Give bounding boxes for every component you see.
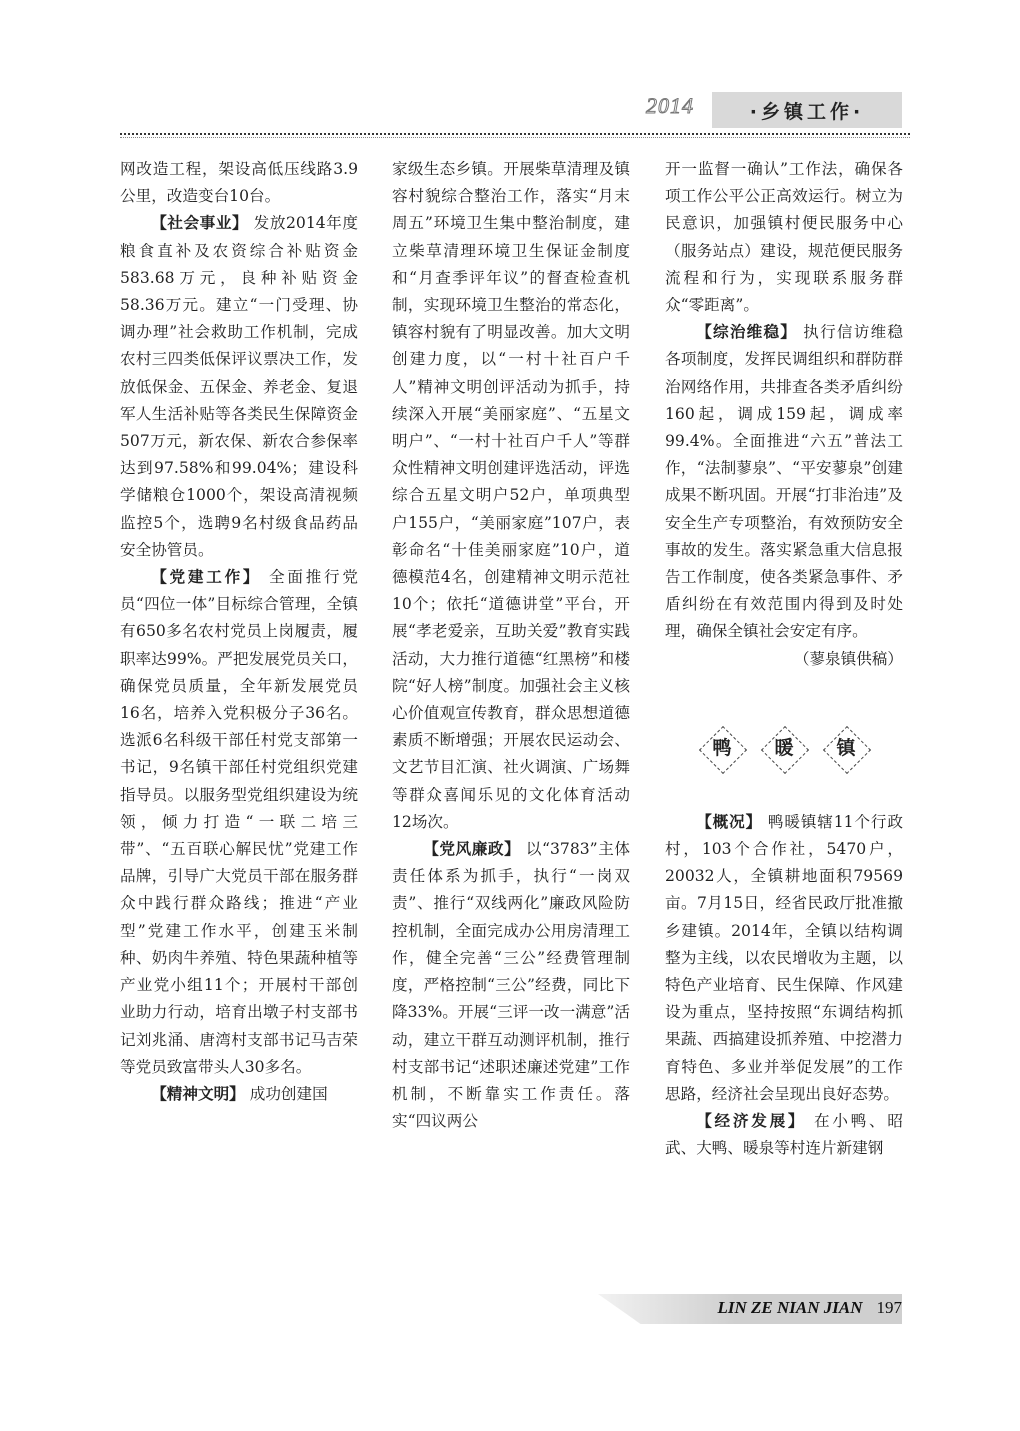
- text-column-1: [120, 156, 358, 1108]
- paragraph-text: 在小鸭、昭武、大鸭、暖泉等村连片新建钢: [665, 1112, 903, 1158]
- paragraph-text: 发放2014年度粮食直补及农资综合补贴资金583.68万元，良种补贴资金58.36万元。建立“一门受理、协调办理”社会救助工作机制，完成农村三四类低保评议票决工作，发放低保金、五保金、养老金、复退军人生活补贴等各类民生保障资金507万元，新农保、新农合参保率达到97.58%和99.04%；建设科学储粮仓1000个，架设高清视频监控5个，选聘9名村级食品药品安全协管员。: [120, 214, 358, 559]
- town-heading: [665, 725, 903, 773]
- section-keyword: 【党建工作】: [151, 568, 262, 587]
- journal-name: LIN ZE NIAN JIAN: [717, 1298, 863, 1317]
- paragraph: [120, 210, 358, 564]
- footer: [646, 1296, 902, 1320]
- paragraph: [120, 1081, 358, 1108]
- town-heading-char: 镇: [822, 725, 870, 773]
- paragraph: [120, 564, 358, 1081]
- text-column-2: [392, 156, 630, 1135]
- paragraph-text: 全面推行党员“四位一体”目标综合管理，全镇有650多名农村党员上岗履责，履职率达99%。严把发展党员关口，确保党员质量，全年新发展党员16名，培养入党积极分子36名。选派6名科级干部任村党支部第一书记，9名镇干部任村党组织党建指导员。以服务型党组织建设为统领，倾力打造“一联二培三带”、“五百联心解民忧”党建工作品牌，引导广大党员干部在服务群众中践行群众路线；推进“产业型”党建工作水平，创建玉米制种、奶肉牛养殖、特色果蔬种植等产业党小组11个；开展村干部创业助力行动，培育出墩子村支部书记刘兆涌、唐湾村支部书记马吉荣等党员致富带头人30多名。: [120, 568, 358, 1076]
- town-heading-char: 鸭: [698, 725, 746, 773]
- paragraph-text: 鸭暖镇辖11个行政村，103个合作社，5470户，20032人，全镇耕地面积79569亩。7月15日，经省民政厅批准撤乡建镇。2014年，全镇以结构调整为主线，以农民增收为主题，以特色产业培育、民生保障、作风建设为重点，坚持按照“东调结构抓果蔬、西搞建设抓养殖、中挖潜力育特色、多业并举促发展”的工作思路，经济社会呈现出良好态势。: [665, 812, 903, 1103]
- source-credit: （蓼泉镇供稿）: [793, 649, 903, 668]
- paragraph-text: 执行信访维稳各项制度，发挥民调组织和群防群治网络作用，共排查各类矛盾纠纷160起，调成159起，调成率99.4%。全面推进“六五”普法工作，“法制蓼泉”、“平安蓼泉”创建成果不断巩固。开展“打非治违”及安全生产专项整治，有效预防安全事故的发生。落实紧急重大信息报告工作制度，使各类紧急事件、矛盾纠纷在有效范围内得到及时处理，确保全镇社会安定有序。: [665, 323, 903, 641]
- section-keyword: 【党风廉政】: [423, 840, 521, 859]
- paragraph-text: 成功创建国: [244, 1084, 328, 1103]
- paragraph-text: 以“3783”主体责任体系为抓手，执行“一岗双责”、推行“双线两化”廉政风险防控机制，全面完成办公用房清理工作，健全完善“三公”经费管理制度，严格控制“三公”经费，同比下降33%。开展“三评一改一满意”活动，建立干群互动测评机制，推行村支部书记“述职述廉述党建”工作机制，不断靠实工作责任。落实“四议两公: [392, 840, 630, 1131]
- header-rule-dots: [120, 137, 910, 138]
- paragraph: 开一监督一确认”工作法，确保各项工作公平公正高效运行。树立为民意识，加强镇村便民服务中心（服务站点）建设，规范便民服务流程和行为，实现联系服务群众“零距离”。: [665, 160, 903, 315]
- section-keyword: 【经济发展】: [696, 1112, 807, 1131]
- year-mark: 2014: [646, 93, 694, 118]
- paragraph: [665, 319, 903, 645]
- page-number: 197: [876, 1298, 902, 1317]
- section-keyword: 【综治维稳】: [696, 323, 798, 342]
- town-heading-char: 暖: [760, 725, 808, 773]
- paragraph: 家级生态乡镇。开展柴草清理及镇容村貌综合整治工作，落实“月末周五”环境卫生集中整治制度，建立柴草清理环境卫生保证金制度和“月查季评年议”的督查检查机制，实现环境卫生整治的常态化，镇容村貌有了明显改善。加大文明创建力度，以“一村十社百户千人”精神文明创评活动为抓手，持续深入开展“美丽家庭”、“五星文明户”、“一村十社百户千人”等群众性精神文明创建评选活动，评选综合五星文明户52户，单项典型户155户，“美丽家庭”107户，表彰命名“十佳美丽家庭”10户，道德模范4名，创建精神文明示范社10个；依托“道德讲堂”平台，开展“孝老爱亲，互助关爱”教育实践活动，大力推行道德“红黑榜”和楼院“好人榜”制度。加强社会主义核心价值观宣传教育，群众思想道德素质不断增强；开展农民运动会、文艺节目汇演、社火调演、广场舞等群众喜闻乐见的文化体育活动12场次。: [392, 160, 630, 831]
- section-keyword: 【概况】: [696, 812, 763, 831]
- section-keyword: 【社会事业】: [151, 214, 249, 233]
- text-column-3: [665, 156, 903, 1163]
- section-keyword: 【精神文明】: [151, 1084, 245, 1103]
- paragraph: 网改造工程，架设高低压线路3.9公里，改造变台10台。: [120, 160, 358, 206]
- section-tab: ·乡镇工作·: [712, 92, 902, 128]
- paragraph: [665, 1108, 903, 1162]
- paragraph: [392, 836, 630, 1135]
- header-rule: [120, 133, 910, 135]
- paragraph: [665, 809, 903, 1108]
